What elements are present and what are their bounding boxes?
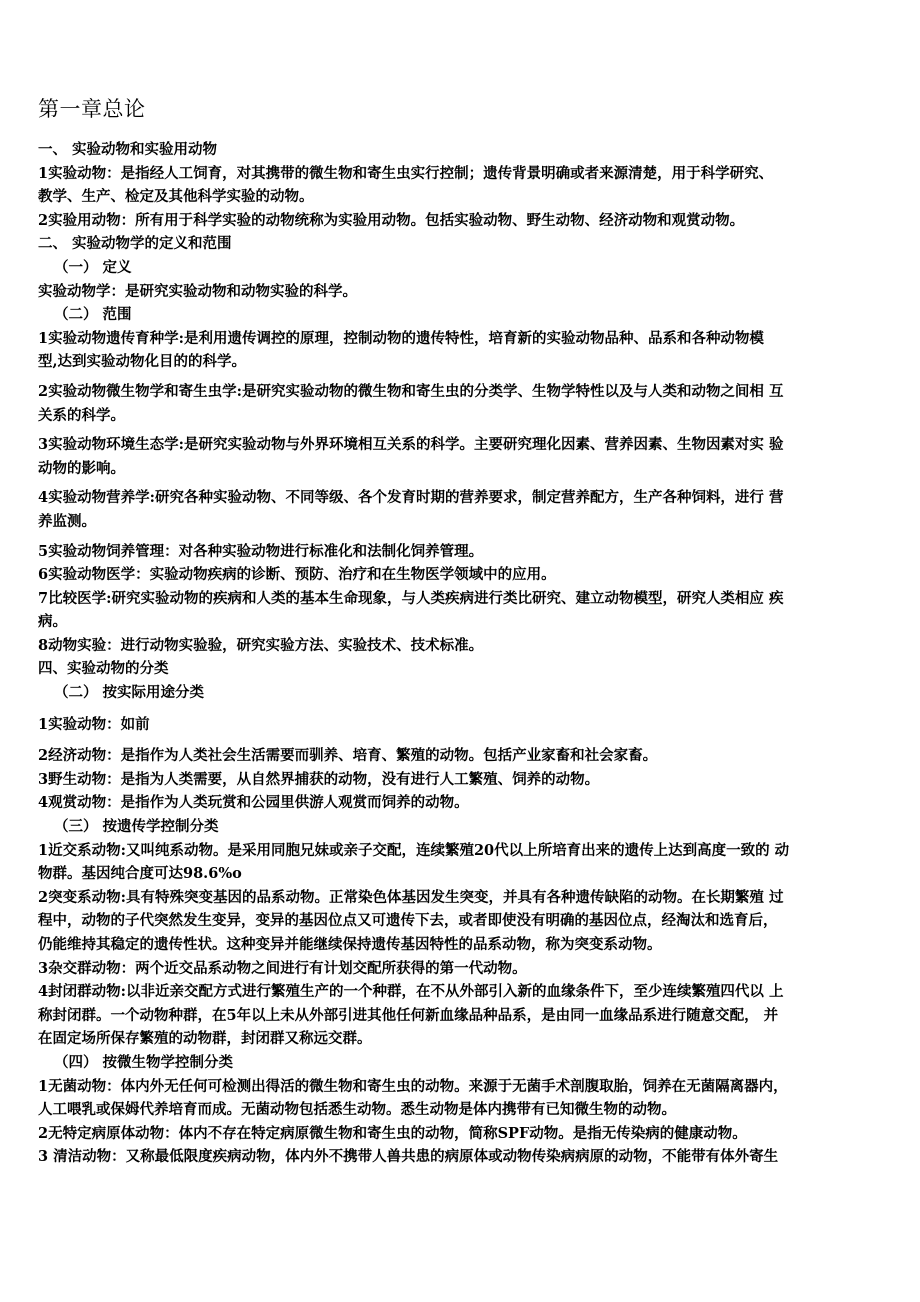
subsection-heading: （二） 按实际用途分类	[54, 684, 205, 702]
paragraph-line: 实验动物学：是研究实验动物和动物实验的科学。	[38, 282, 357, 300]
paragraph-line: 2经济动物：是指作为人类社会生活需要而驯养、培育、繁殖的动物。包括产业家畜和社会家畜。	[38, 747, 658, 765]
subsection-heading: （三） 按遗传学控制分类	[54, 818, 219, 836]
paragraph-line: 3杂交群动物：两个近交品系动物之间进行有计划交配所获得的第一代动物。	[38, 959, 527, 977]
subsection-heading: （四） 按微生物学控制分类	[54, 1053, 234, 1071]
paragraph-line: 关系的科学。	[38, 406, 125, 424]
chapter-title: 第一章总论	[38, 97, 146, 121]
document-body	[38, 138, 890, 1169]
section-heading-1: 一、 实验动物和实验用动物	[38, 141, 218, 158]
paragraph-line: 1近交系动物:又叫纯系动物。是采用同胞兄妹或亲子交配，连续繁殖20代以上所培育出来的遗传上达到高度一致的 动	[38, 841, 790, 859]
paragraph-line: 3 清洁动物：又称最低限度疾病动物，体内外不携带人兽共患的病原体或动物传染病病原的动物，不能带有体外寄生	[38, 1148, 779, 1166]
paragraph-line: 在固定场所保存繁殖的动物群，封闭群又称远交群。	[38, 1030, 372, 1048]
paragraph-line: 型,达到实验动物化目的的科学。	[38, 353, 247, 371]
paragraph-line: 称封闭群。一个动物种群，在5年以上未从外部引进其他任何新血缘品种品系，是由同一血缘品系进行随意交配， 并	[38, 1006, 779, 1024]
paragraph-line: 养监测。	[38, 512, 96, 530]
paragraph-line: 4封闭群动物:以非近亲交配方式进行繁殖生产的一个种群，在不从外部引入新的血缘条件下，至少连续繁殖四代以 上	[38, 983, 784, 1001]
paragraph-line: 2无特定病原体动物：体内不存在特定病原微生物和寄生虫的动物，简称SPF动物。是指无传染病的健康动物。	[38, 1124, 747, 1142]
paragraph-line: 动物的影响。	[38, 459, 125, 477]
paragraph-line: 6实验动物医学：实验动物疾病的诊断、预防、治疗和在生物医学领域中的应用。	[38, 566, 556, 584]
paragraph-line: 2实验动物微生物学和寄生虫学:是研究实验动物的微生物和寄生虫的分类学、生物学特性以及与人类和动物之间相 互	[38, 382, 784, 400]
paragraph-line: 病。	[38, 613, 67, 631]
paragraph-line: 1实验动物：是指经人工饲育，对其携带的微生物和寄生虫实行控制；遗传背景明确或者来源清楚，用于科学研究、	[38, 164, 774, 182]
paragraph-line: 2突变系动物:具有特殊突变基因的品系动物。正常染色体基因发生突变，并具有各种遗传缺陷的动物。在长期繁殖 过	[38, 888, 784, 906]
paragraph-line: 人工喂乳或保姆代养培育而成。无菌动物包括悉生动物。悉生动物是体内携带有已知微生物的动物。	[38, 1101, 676, 1119]
subsection-heading: （二） 范围	[54, 306, 132, 324]
paragraph-line: 3实验动物环境生态学:是研究实验动物与外界环境相互关系的科学。主要研究理化因素、营养因素、生物因素对实 验	[38, 436, 784, 454]
paragraph-line: 3野生动物：是指为人类需要，从自然界捕获的动物，没有进行人工繁殖、饲养的动物。	[38, 770, 600, 788]
paragraph-line: 仍能维持其稳定的遗传性状。这种变异并能继续保持遗传基因特性的品系动物，称为突变系动物。	[38, 936, 662, 953]
paragraph-line: 8动物实验：进行动物实验验，研究实验方法、实验技术、技术标准。	[38, 636, 484, 654]
paragraph-line: 2实验用动物：所有用于科学实验的动物统称为实验用动物。包括实验动物、野生动物、经济动物和观赏动物。	[38, 211, 745, 229]
paragraph-line: 7比较医学:研究实验动物的疾病和人类的基本生命现象，与人类疾病进行类比研究、建立动物模型，研究人类相应 疾	[38, 589, 784, 607]
paragraph-line: 程中，动物的子代突然发生变异，变异的基因位点又可遗传下去，或者即使没有明确的基因位点，经淘汰和选育后，	[38, 912, 778, 930]
subsection-heading: （一） 定义	[54, 258, 132, 276]
paragraph-line: 4实验动物营养学:研究各种实验动物、不同等级、各个发育时期的营养要求，制定营养配方，生产各种饲料，进行 营	[38, 489, 784, 507]
paragraph-line: 4观赏动物：是指作为人类玩赏和公园里供游人观赏而饲养的动物。	[38, 794, 469, 812]
paragraph-line: 物群。基因纯合度可达98.6%ο	[38, 865, 242, 883]
section-heading-2: 二、 实验动物学的定义和范围	[38, 235, 232, 253]
paragraph-line: 1实验动物遗传育种学:是利用遗传调控的原理，控制动物的遗传特性，培育新的实验动物品种、品系和各种动物模	[38, 329, 764, 347]
paragraph-line: 教学、生产、检定及其他科学实验的动物。	[38, 188, 314, 206]
paragraph-line: 1实验动物：如前	[38, 715, 150, 733]
paragraph-line: 5实验动物饲养管理：对各种实验动物进行标准化和法制化饲养管理。	[38, 542, 484, 560]
paragraph-line: 1无菌动物：体内外无任何可检测出得活的微生物和寄生虫的动物。来源于无菌手术剖腹取胎，饲养在无菌隔离器内，	[38, 1077, 788, 1095]
section-heading-4: 四、实验动物的分类	[38, 660, 169, 678]
